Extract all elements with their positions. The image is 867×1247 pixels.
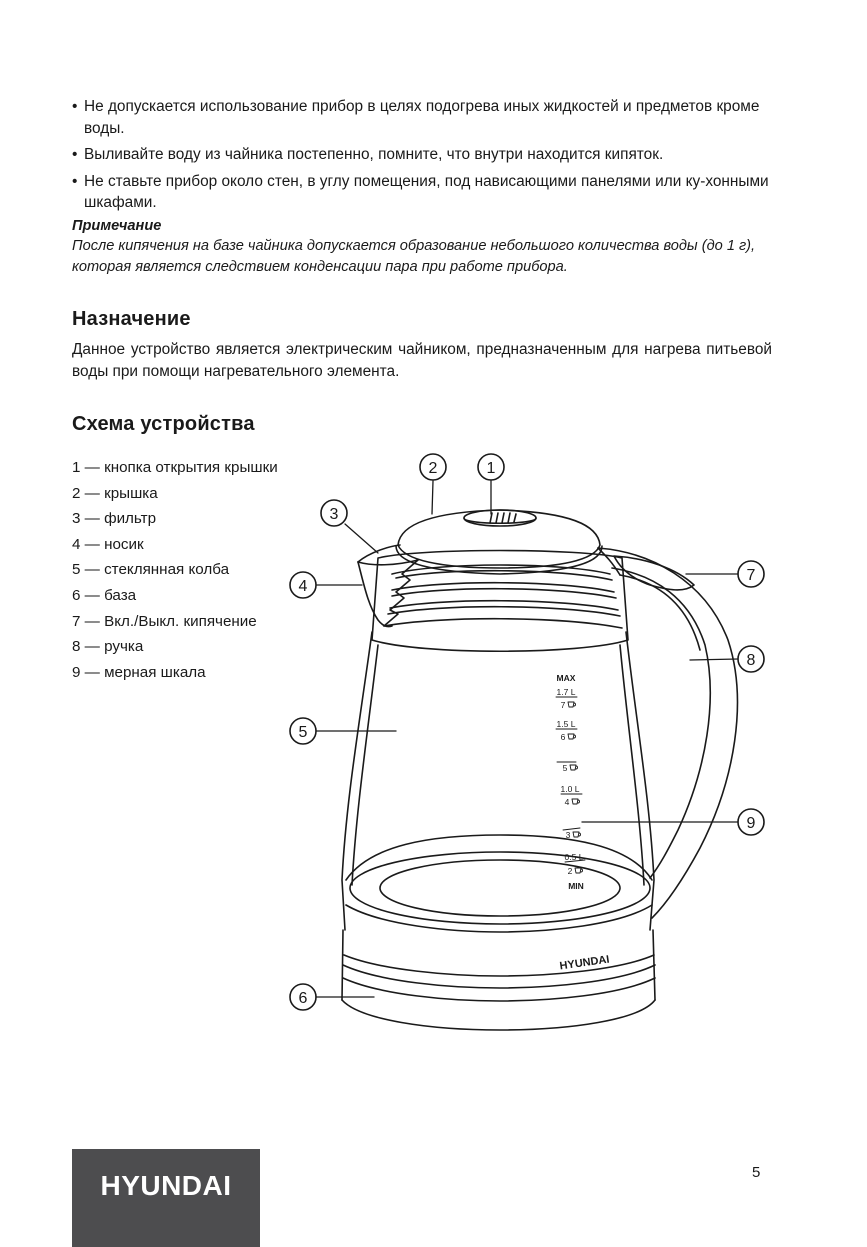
scale-cups: 2: [567, 866, 573, 876]
scale-cups: 3: [565, 830, 571, 840]
scale-cups: 7: [560, 700, 566, 710]
scale-cups: 4: [564, 797, 570, 807]
scale-min: MIN: [568, 881, 584, 891]
scale-label: 1.0 L: [560, 784, 580, 794]
callout-2: [420, 454, 446, 480]
boil-switch-drawing: [614, 556, 694, 590]
svg-text:7: 7: [746, 567, 756, 584]
scheme-heading: Схема устройства: [72, 413, 255, 435]
lid-button-drawing: [464, 510, 536, 526]
base-brand-label: [559, 954, 610, 973]
callout-5: [290, 718, 316, 744]
legend-item: 6 — база: [72, 586, 137, 604]
warning-item: • Не ставьте прибор около стен, в углу помещения, под нависающими панелями или ку-хонными шкафами.: [72, 171, 772, 214]
scale-cups: 5: [562, 763, 568, 773]
svg-text:3: 3: [329, 506, 339, 523]
svg-text:9: 9: [746, 815, 756, 832]
svg-text:2: 2: [428, 460, 438, 477]
measuring-scale: [557, 673, 584, 891]
purpose-heading: Назначение: [72, 308, 191, 330]
legend-item: 4 — носик: [72, 535, 144, 553]
callout-9: [738, 809, 764, 835]
legend-item: 3 — фильтр: [72, 510, 157, 528]
callout-1: [478, 454, 504, 480]
scale-max: MAX: [556, 673, 576, 683]
callout-4: [290, 572, 316, 598]
note-title: Примечание: [72, 218, 162, 234]
callout-6: [290, 984, 316, 1010]
svg-text:1: 1: [486, 460, 496, 477]
svg-text:8: 8: [746, 652, 756, 669]
legend-item: 8 — ручка: [72, 638, 144, 656]
purpose-text: Данное устройство является электрическим чайником, предназначенным для нагрева питьевой воды при помощи нагревательного элемента.: [72, 341, 772, 380]
scale-label: 1.7 L: [556, 687, 576, 697]
brand-logo-text: HYUNDAI: [100, 1170, 232, 1201]
base-drawing: [342, 930, 655, 1030]
warning-item: • Выливайте воду из чайника постепенно, помните, что внутри находится кипяток.: [72, 144, 772, 166]
base-brand-text: HYUNDAI: [558, 953, 611, 973]
callout-8: [738, 646, 764, 672]
scale-cups: 6: [560, 732, 566, 742]
page-number: 5: [752, 1164, 761, 1181]
legend-item: 5 — стеклянная колба: [72, 561, 230, 579]
svg-text:6: 6: [298, 990, 308, 1007]
note-text: После кипячения на базе чайника допускается образование небольшого количества воды (до 1 г), которая является следствием конденсации пара при работе прибора.: [72, 238, 756, 275]
scale-label: 0.5 L: [564, 852, 584, 862]
handle-drawing: [598, 548, 737, 918]
callout-3: [321, 500, 347, 526]
legend-item: 2 — крышка: [72, 484, 158, 502]
callout-7: [738, 561, 764, 587]
svg-text:5: 5: [298, 724, 308, 741]
scale-label: 1.5 L: [556, 719, 576, 729]
legend-item: 9 — мерная шкала: [72, 663, 206, 681]
svg-text:4: 4: [298, 578, 308, 595]
brand-logo: [72, 1149, 260, 1247]
glass-body-drawing: [342, 632, 654, 932]
legend-item: 7 — Вкл./Выкл. кипячение: [72, 612, 257, 630]
warning-item: • Не допускается использование прибор в целях подогрева иных жидкостей и предметов кроме воды.: [72, 96, 772, 139]
legend-item: 1 — кнопка открытия крышки: [72, 459, 278, 476]
